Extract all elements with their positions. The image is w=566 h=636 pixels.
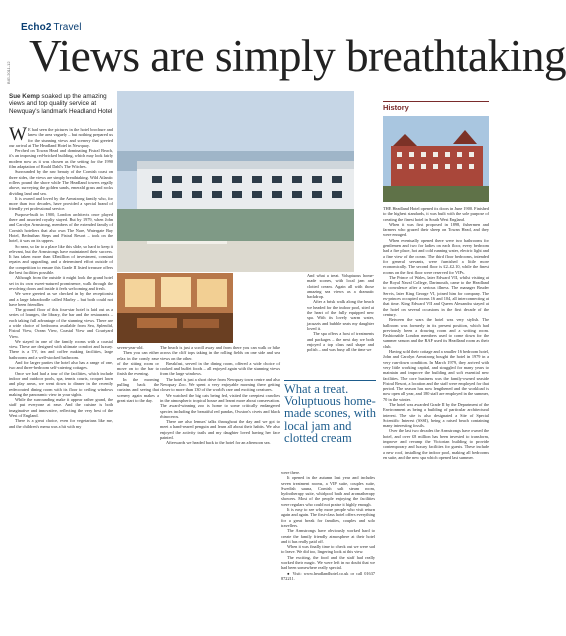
paragraph: And for larger parties the hotel also has a range of one, two and three-bedroom self-catering cottages.: [9, 360, 113, 371]
hotel-lawn-illustration: [117, 91, 354, 272]
paragraph: Although from the outside it might look the grand hotel set in its own sweet-natured prominence, walk through the revolving doors and inside it feels welcoming and fresh.: [9, 275, 113, 291]
paragraph: Surrounded by the raw beauty of the Cornish coast on three sides, the views are simply breathtaking. Wild Atlantic rollers pound the shore while The Headland towers regally above, surveying the golden sands, emerald grass and rocks dividing land and sea.: [9, 169, 113, 196]
paragraph: The Prince of Wales, later Edward VII, whilst visiting at the Royal Naval College, Dartmouth, came to the Headland to convalesce after a serious illness. The manager Bruder Servis, later King George VI, joined him for company. The ex-princes occupied rooms 16 and 104, all interconnecting at that time. King Edward VII and Queen Alexandra stayed at the hotel on several occasions in the first decade of the century.: [383, 274, 489, 317]
paragraph: The hotel was awarded Grade II by the Department of the Environment as being a building of particular architectural interest. The site is also designated a Site of Special Scientific Interest (SSSI), being a raised beach containing many interesting fossils.: [383, 401, 489, 429]
standfirst-text: soaked up the amazing views and top quality service at Newquay's landmark Headland Hotel: [9, 93, 113, 115]
brand-number: 2: [45, 22, 52, 33]
paragraph: It is easy to see why more people who visit return again and again. The first-class hotel offers everything for a great break for families, couples and solo travellers.: [281, 507, 375, 528]
paragraph: When eventually opened there were two bathrooms for gentlemen and two for ladies on each floor, every bedroom had a fire place, hot and cold running water, electric light and a fine view of the ocean. The third floor bedrooms, intended for general servants, were furnished a little more economically. The second floor is £2–£2.10, while the finest rooms on the first floor were reserved for VIPs.: [383, 237, 489, 275]
paragraph: When it was first proposed in 1898, fishermen and farmers who grazed their sheep on Towan Head, and they were enraged.: [383, 221, 489, 238]
paragraph: When it was finally time to check out we were sad to leave. We did too, lingering look at this view.: [281, 544, 375, 555]
paragraph: The Armstrongs have obviously worked hard to create the family friendly atmosphere at their hotel and it has really paid off.: [281, 528, 375, 544]
pullquote: What a treat. Voluptuous home-made scones, with local jam and clotted cream: [284, 382, 376, 445]
paragraph: Purpose-built in 1900, London architects once played there and assorted royalty stayed. But by 1979, when John and Carolyn Armstrong, members of the extended family of Cornish hoteliers that also own The Nare, Watergate Bay Hotel, Bedruthan Steps and Fistral Resort – took on the hotel, it was on its uppers.: [9, 211, 113, 244]
paragraph: The beach is just a scroll away and from there you can walk or hike across the cliff tops taking in the rolling fields on one side and sea views on the other.: [160, 345, 280, 361]
hotel-lawn-photo: [117, 91, 354, 272]
paragraph: While the surrounding make it appear rather grand, the staff put everyone at ease. And the cuisine is both imaginative and innovative, reflecting the very best of the West of England.: [9, 397, 113, 419]
paragraph: In the morning pulling back the curtains and seeing that scenery again makes a great start to the day.: [117, 376, 159, 403]
paragraph: Having sold their cottage and a smaller 16 bedroom hotel, John and Carolyn Armstrong bought the hotel in 1979 in a very run-down condition. In March 1979, they arrived with very little working capital, and struggled for many years to maintain and improve the building and soft essential new facilities. The core business was the family-owned seaside Fistral Resort, a location and the staff were employed for that period. The season has now lengthened and the workload is now open all year, and 180 staff are employed in the summer, 70 in the winter.: [383, 349, 489, 402]
paragraph: W E had seen the pictures in the hotel brochure and knew the area vaguely – but nothing prepared us for the stunning views and scenery that greeted our arrival at The Headland Hotel in Newquay.: [9, 124, 113, 148]
article-column-3: [307, 273, 374, 381]
history-column: [383, 206, 489, 632]
byline: Sue Kemp: [9, 93, 40, 100]
brand-prefix: Echo: [21, 22, 46, 33]
paragraph: We stayed in one of the family rooms with a coastal view. These are designed with ultimate comfort and luxury. There is a TV, tea and coffee making facilities, large bathrooms and a well-stocked bathroom.: [9, 338, 113, 360]
paragraph: were there.: [281, 470, 301, 475]
headline: Views are simply breathtaking: [29, 30, 566, 81]
paragraph: Over the last two decades the Armstrongs have owned the hotel, and over £8 million has been invested to transform, improve and revamp the Victorian building to provide contemporary and luxury facilities for guests. These include a new roof, installing the indoor pool, making all bedrooms en suite, and the new spa which opened last summer.: [383, 428, 489, 460]
interior-photo: [117, 273, 233, 343]
paragraph: The spa offers a host of treatments and packages – the next day we both enjoyed a top class nail shape and polish – and was busy all the time we: [307, 331, 374, 353]
interior-illustration: [117, 273, 233, 343]
paragraph: It opened in the autumn last year and includes seven treatment rooms, a VIP suite, couples suite, Swedish sauna, Cornish salt steam room, hydrotherapy suite, whirlpool bath and aromatherapy showers. Most of the people enjoying the facilities were regulars who could not praise it highly enough.: [281, 475, 375, 507]
hotel-exterior-photo: [383, 116, 489, 202]
article-column-1: [9, 124, 113, 632]
paragraph: So near, so far to a place like this slide, so hard to keep it relevant, but the Armstrongs have maintained their success. It has taken more than £Emillion of investment, constant repairs and upgrading, and a determined effort outside of the competition to ensure this Grade II listed treasure offers the best facilities possible.: [9, 243, 113, 276]
paragraph: Then you can either relax in the comfy ease of the sitting room or move on to the bar to finish the evening.: [117, 350, 159, 377]
paragraph: And what a treat. Voluptuous home-made scones, with local jam and clotted cream. Again all with those amazing sea views as a dramatic backdrop.: [307, 273, 374, 300]
paragraph: ● Visit: www.headlandhotel.co.uk or call 01637 872211.: [281, 570, 375, 581]
paragraph: There is a great choice, even for vegetarians like me, and the children's menu was a hit with my: [9, 418, 113, 429]
paragraph: The hotel is just a short drive from Newquay town centre and also Newquay Zoo. We spent a very enjoyable morning there getting closer to more than 130 of the world's rare and exciting creatures.: [160, 376, 280, 393]
article-column-2a: [117, 345, 159, 632]
history-title: History: [383, 103, 409, 112]
standfirst: [9, 93, 113, 115]
paragraph: The ground floor of this four-star hotel is laid out as a series of lounges, the library, the bar and the restaurants – each taking full advantage of the stunning views. There are a wide choice of bedrooms available from Sea, Splendid, Fistral View, Ocean View, Coastal View and Courtyard View.: [9, 307, 113, 339]
paragraph: We were greeted as we checked in by the receptionist and a large labradoodle called Marley – but both could not have been friendlier.: [9, 291, 113, 307]
dropcap: W: [9, 124, 27, 145]
history-rule: [383, 101, 489, 102]
paragraph: We watched the big cats being fed, visited the creepiest crawlies in the atmospheric tropical house and learnt more about conservation. The award-winning zoo is home to some critically endangered species including the beautiful red pandas, Owston's civets and black rhinoceros.: [160, 392, 280, 419]
paragraph: It is owned and loved by the Armstrong family who, for more than two decades, have provided a special brand of friendly yet professional service.: [9, 195, 113, 212]
paragraph: The exciting, the food and the staff had really worked their magic. We were left in no doubt that we had been somewhere really special.: [281, 554, 375, 571]
paragraph: Between the wars the hotel was very stylish. The ballroom was formerly in its present position, which had previously been a drawing room and a writing room. Fashionable London members used to come down for the summer season and the RAF used its Headland room as their club.: [383, 317, 489, 349]
paragraph: Breakfast, served in the dining room, offered a wide choice of cooked and buffet foods – all enjoyed again with the stunning views from the large windows.: [160, 360, 280, 377]
paragraph: After a brisk walk along the beach we headed for the indoor pool, sited at the heart of the fully equipped new spa. With its lovely warm water, jacuzzis and bubble seats my daughter loved it.: [307, 299, 374, 331]
paragraph: Afterwards we headed back to the hotel for an afternoon sea.: [166, 440, 271, 446]
section-name: Travel: [53, 22, 82, 33]
article-column-2: [160, 345, 280, 632]
paragraph: seven-year-old.: [117, 345, 144, 350]
paragraph: Once we had had a tour of the facilities, which include indoor and outdoor pools, spa, tennis courts, croquet lawn and play areas, we went down to dinner in the recently redecorated dining room with its floor to ceiling windows making the panoramic view in your sights.: [9, 370, 113, 397]
article-column-4: [281, 470, 375, 632]
page-id: BIG-2011-12: [6, 61, 11, 84]
pullquote-rule: [284, 380, 376, 381]
paragraph: Perched on Towan Head and dominating Fistral Beach, it's an imposing red-bricked building, which may look fairly modern now as it was chosen as the setting for the 1990 film adaptation of Roald Dahl's The Witches.: [9, 148, 113, 170]
paragraph: THE Headland Hotel opened its doors in June 1900. Finished to the highest standards, it was built with the sole purpose of creating the finest hotel in South West England.: [383, 206, 489, 222]
paragraph: There are also lemurs' talks throughout the day and we got to meet a hand-reared penguin and learn all about their habits. We also enjoyed the activity trails and my daughter loved having her face painted.: [160, 419, 280, 441]
hotel-exterior-illustration: [383, 116, 489, 202]
